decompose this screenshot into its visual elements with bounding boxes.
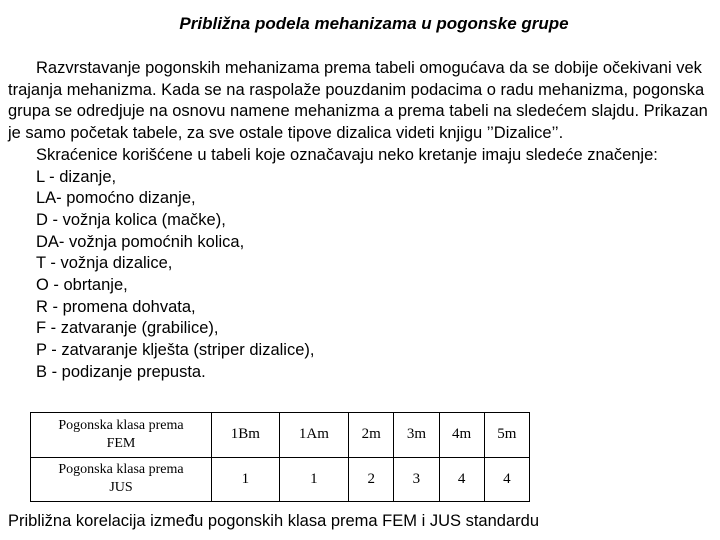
intro-paragraph: Razvrstavanje pogonskih mehanizama prema tabeli omogućava da se dobije očekivani vek trajanja mehanizma. Kada se na raspolaže pouzdanim podacima o radu mehanizma, pogonska grupa se odredjuje na osnovu namene mehanizma a prema tabeli na sledećem slajdu. Prikazan je samo početak tabele, za sve ostale tipove dizalica videti knjigu ’’Dizalice’’. — [8, 59, 708, 143]
table-cell: 3 — [394, 457, 439, 502]
table-cell: 3m — [394, 413, 439, 458]
abbreviation-item: F - zatvaranje (grabilice), — [36, 319, 219, 338]
table-cell: 1 — [279, 457, 348, 502]
row-header-standard: FEM — [106, 435, 136, 451]
row-header-label: Pogonska klasa prema — [58, 417, 184, 433]
body-text — [8, 58, 716, 384]
page-title: Približna podela mehanizama u pogonske grupe — [179, 14, 569, 33]
table-cell: 4 — [484, 457, 529, 502]
table-cell: 1 — [212, 457, 280, 502]
abbreviation-item: L - dizanje, — [36, 167, 117, 186]
abbreviation-item: T - vožnja dizalice, — [36, 254, 173, 273]
table-cell: 1Am — [279, 413, 348, 458]
abbreviation-item: B - podizanje prepusta. — [36, 362, 206, 381]
abbreviation-item: D - vožnja kolica (mačke), — [36, 210, 226, 229]
class-correlation-table — [30, 412, 530, 502]
abbreviations-intro: Skraćenice korišćene u tabeli koje označavaju neko kretanje imaju sledeće značenje: — [36, 145, 658, 164]
table-cell: 2 — [349, 457, 394, 502]
abbreviation-item: R - promena dohvata, — [36, 297, 196, 316]
table-caption: Približna korelacija između pogonskih klasa prema FEM i JUS standardu — [8, 512, 539, 530]
table-row-jus — [31, 457, 530, 502]
table-cell: 1Bm — [212, 413, 280, 458]
table-row-fem — [31, 413, 530, 458]
table-cell: 4 — [439, 457, 484, 502]
table-cell: 5m — [484, 413, 529, 458]
row-header-standard: JUS — [109, 480, 133, 496]
row-header-jus — [31, 457, 212, 502]
abbreviation-item: O - obrtanje, — [36, 276, 128, 295]
row-header-label: Pogonska klasa prema — [58, 462, 184, 478]
row-header-fem — [31, 413, 212, 458]
abbreviation-item: LA- pomoćno dizanje, — [36, 189, 196, 208]
abbreviation-item: P - zatvaranje klješta (striper dizalice), — [36, 341, 315, 360]
table-cell: 2m — [349, 413, 394, 458]
abbreviation-list — [8, 167, 716, 384]
table-cell: 4m — [439, 413, 484, 458]
abbreviation-item: DA- vožnja pomoćnih kolica, — [36, 232, 245, 251]
